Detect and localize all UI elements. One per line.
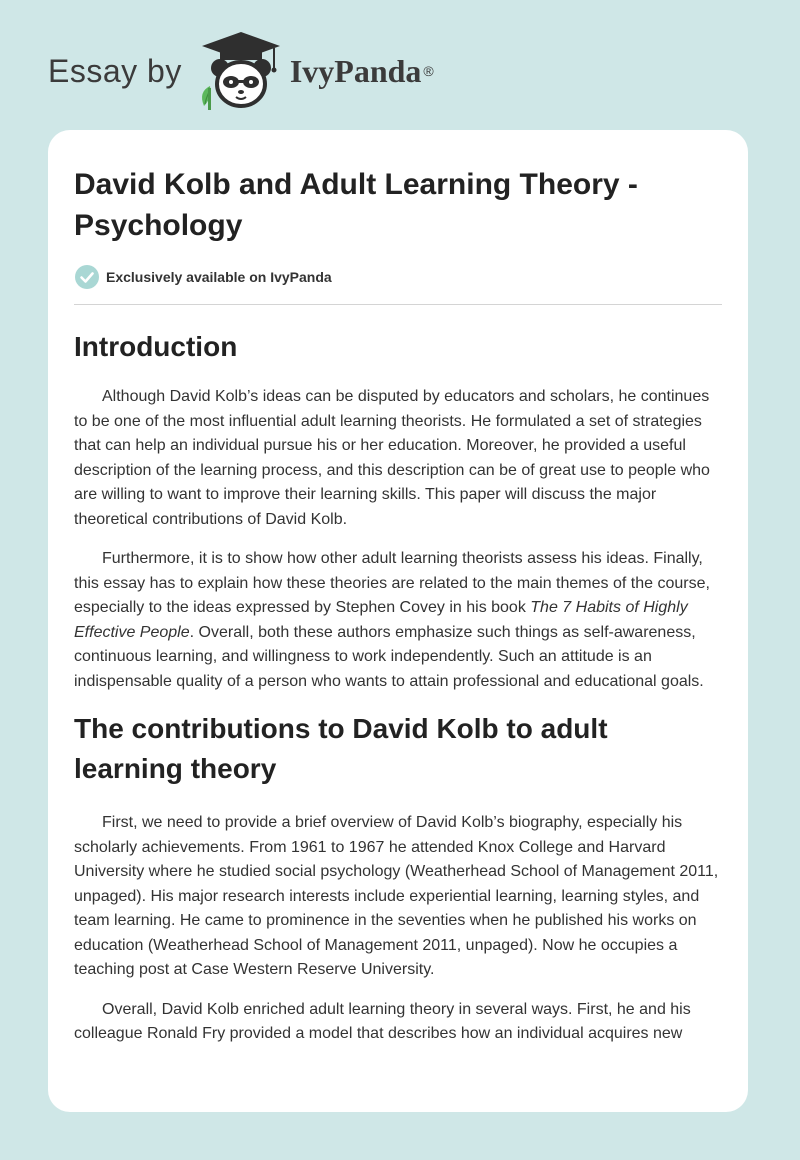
brand-registered-mark: ® — [423, 63, 434, 79]
paragraph: First, we need to provide a brief overview of David Kolb’s biography, especially his scholarly achievements. From 1961 to 1967 he attended Knox College and Harvard University where he studied social psychology (Weatherhead School of Management 2011, unpaged). His major research interests include experiential learning, learning styles, and team learning. He came to prominence in the seventies when he published his works on education (Weatherhead School of Management 2011, unpaged). Now he occupies a teaching post at Case Western Reserve University. — [74, 814, 719, 978]
section-heading-introduction: Introduction — [74, 331, 238, 362]
paragraph — [74, 547, 722, 694]
book-title: The 7 Habits of Highly Effective People — [74, 599, 688, 641]
paragraph-text: Furthermore, it is to show how other adult learning theorists assess his ideas. Finally, this essay has to explain how these theories are related to the main themes of the course, especially to the ideas expressed by Stephen Covey in his book — [74, 550, 710, 616]
essay-card — [48, 130, 748, 1112]
brand-name: IvyPanda — [289, 52, 422, 89]
brand-prefix: Essay by — [48, 52, 182, 89]
site-header — [48, 28, 434, 114]
panda-logo-icon[interactable] — [196, 28, 286, 114]
paragraph-text: . Overall, both these authors emphasize such things as self-awareness, continuous learning, and willingness to work independently. Such an attitude is an indispensable quality of a person who wants to attain professional and educational goals. — [74, 623, 704, 690]
paragraph: Overall, David Kolb enriched adult learning theory in several ways. First, he and his colleague Ronald Fry provided a model that describes how an individual acquires new — [74, 1000, 691, 1042]
paragraph: Although David Kolb’s ideas can be disputed by educators and scholars, he continues to be one of the most influential adult learning theorists. He formulated a set of strategies that can help an individual pursue his or her education. Moreover, he provided a useful description of the learning process, and this description can be of great use to people who are willing to want to improve their learning skills. This paper will discuss the major theoretical contributions of David Kolb. — [74, 388, 710, 528]
section-heading-contributions: The contributions to David Kolb to adult learning theory — [74, 713, 608, 784]
check-circle-icon — [74, 264, 100, 290]
essay-title: David Kolb and Adult Learning Theory - Psychology — [74, 168, 638, 242]
exclusive-label: Exclusively available on IvyPanda — [106, 269, 332, 285]
exclusive-badge — [74, 264, 722, 305]
